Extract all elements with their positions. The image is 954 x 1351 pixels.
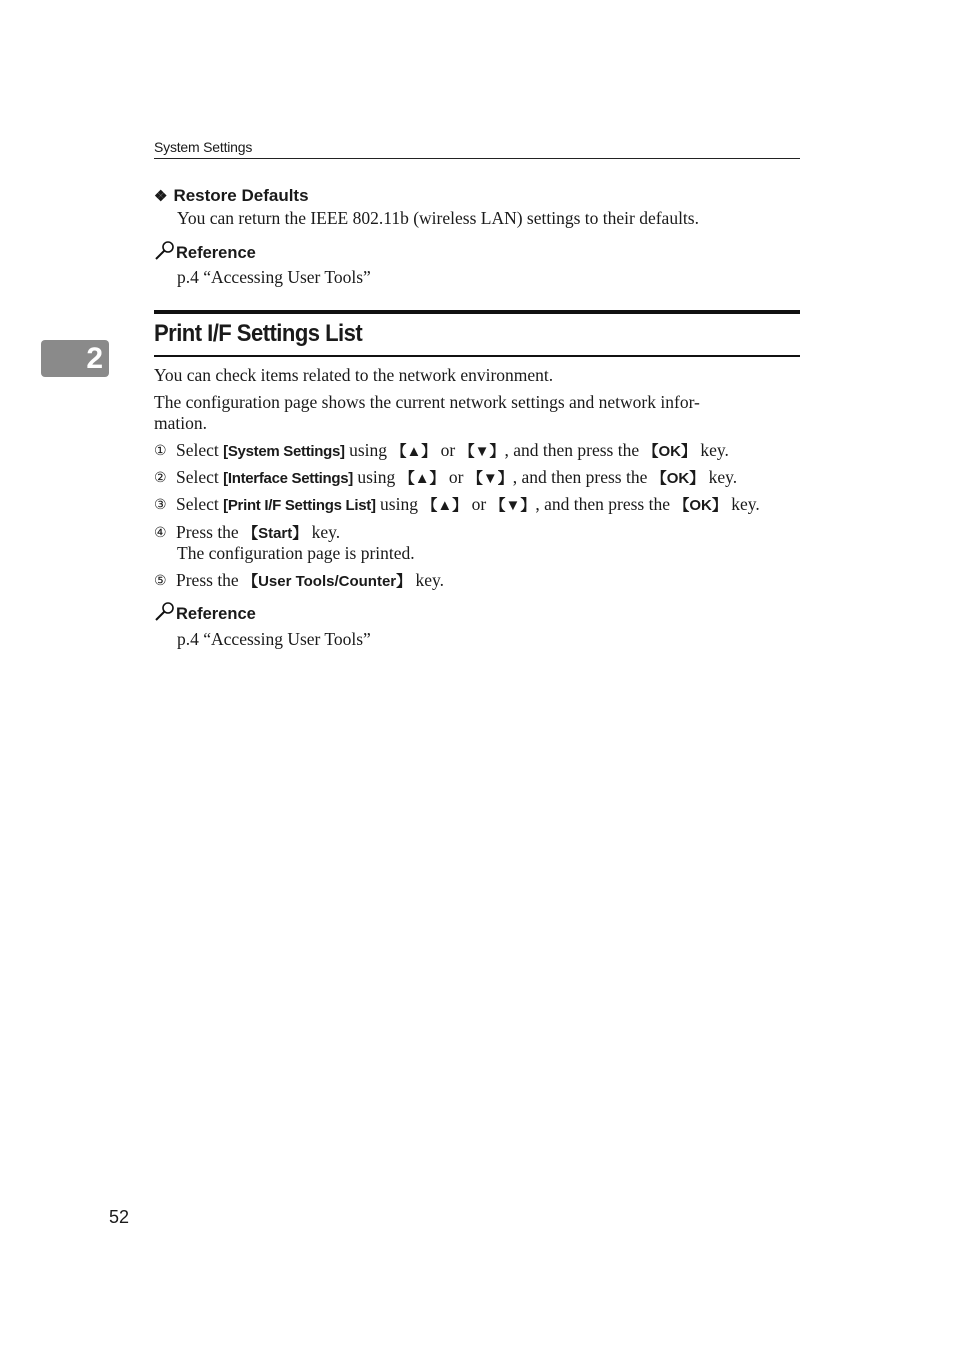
reference-heading: Reference	[176, 244, 256, 262]
step-text: key.	[411, 570, 445, 590]
step-text: Select	[176, 494, 224, 514]
step-text: Press the	[176, 522, 244, 542]
chapter-tab: 2	[41, 340, 109, 377]
header-rule	[154, 158, 800, 159]
page-number: 52	[109, 1207, 130, 1227]
restore-defaults-body: You can return the IEEE 802.11b (wireless LAN) settings to their defaults.	[177, 208, 699, 228]
step-number: ①	[154, 444, 167, 459]
restore-defaults-title: Restore Defaults	[173, 186, 309, 205]
section-description-line-1: The configuration page shows the current network settings and network infor-	[154, 392, 700, 412]
section-intro: You can check items related to the network environment.	[154, 365, 554, 385]
step-number: ⑤	[154, 574, 167, 589]
diamond-bullet-icon: ❖	[154, 188, 168, 205]
ok-key: 【OK】	[674, 497, 727, 514]
magnifier-icon	[154, 601, 176, 623]
step-text: key.	[696, 440, 729, 460]
reference-block-1	[154, 240, 256, 263]
up-arrow-key: 【▲】	[399, 470, 445, 487]
ok-key: 【OK】	[651, 470, 705, 487]
reference-block-2	[154, 601, 256, 624]
step-2	[154, 467, 737, 489]
user-tools-counter-key: 【User Tools/Counter】	[243, 573, 412, 590]
step-text: or	[444, 467, 468, 487]
magnifier-icon	[154, 240, 176, 262]
step-4	[154, 522, 340, 544]
step-text: using	[375, 494, 423, 514]
step-text: or	[467, 494, 491, 514]
step-text: using	[353, 467, 400, 487]
section-description-line-2: mation.	[154, 413, 207, 433]
step-4-note: The configuration page is printed.	[177, 543, 415, 563]
running-head: System Settings	[154, 139, 253, 155]
step-text: Select	[176, 467, 224, 487]
menu-item-label: [Print I/F Settings List]	[223, 497, 376, 514]
step-text: , and then press the	[512, 467, 652, 487]
ok-key: 【OK】	[643, 443, 696, 460]
step-text: , and then press the	[535, 494, 675, 514]
down-arrow-key: 【▼】	[459, 443, 505, 460]
step-3	[154, 494, 760, 516]
reference-link: p.4 “Accessing User Tools”	[177, 267, 371, 287]
step-5	[154, 570, 444, 592]
restore-defaults-heading	[154, 186, 309, 206]
up-arrow-key: 【▲】	[422, 497, 468, 514]
step-number: ③	[154, 498, 167, 513]
step-text: key.	[704, 467, 738, 487]
start-key: 【Start】	[243, 525, 308, 542]
step-number: ②	[154, 471, 167, 486]
down-arrow-key: 【▼】	[467, 470, 513, 487]
step-text: using	[344, 440, 392, 460]
section-bottom-rule	[154, 355, 800, 357]
reference-link: p.4 “Accessing User Tools”	[177, 629, 371, 649]
section-title: Print I/F Settings List	[154, 320, 363, 347]
step-text: Press the	[176, 570, 244, 590]
step-1	[154, 440, 729, 462]
reference-heading: Reference	[176, 605, 256, 623]
step-number: ④	[154, 526, 167, 541]
step-text: key.	[726, 494, 760, 514]
menu-item-label: [System Settings]	[223, 443, 345, 460]
down-arrow-key: 【▼】	[490, 497, 536, 514]
section-top-rule	[154, 310, 800, 314]
step-text: or	[436, 440, 460, 460]
step-text: , and then press the	[504, 440, 644, 460]
step-text: Select	[176, 440, 224, 460]
step-text: key.	[307, 522, 341, 542]
up-arrow-key: 【▲】	[391, 443, 437, 460]
menu-item-label: [Interface Settings]	[223, 470, 353, 487]
